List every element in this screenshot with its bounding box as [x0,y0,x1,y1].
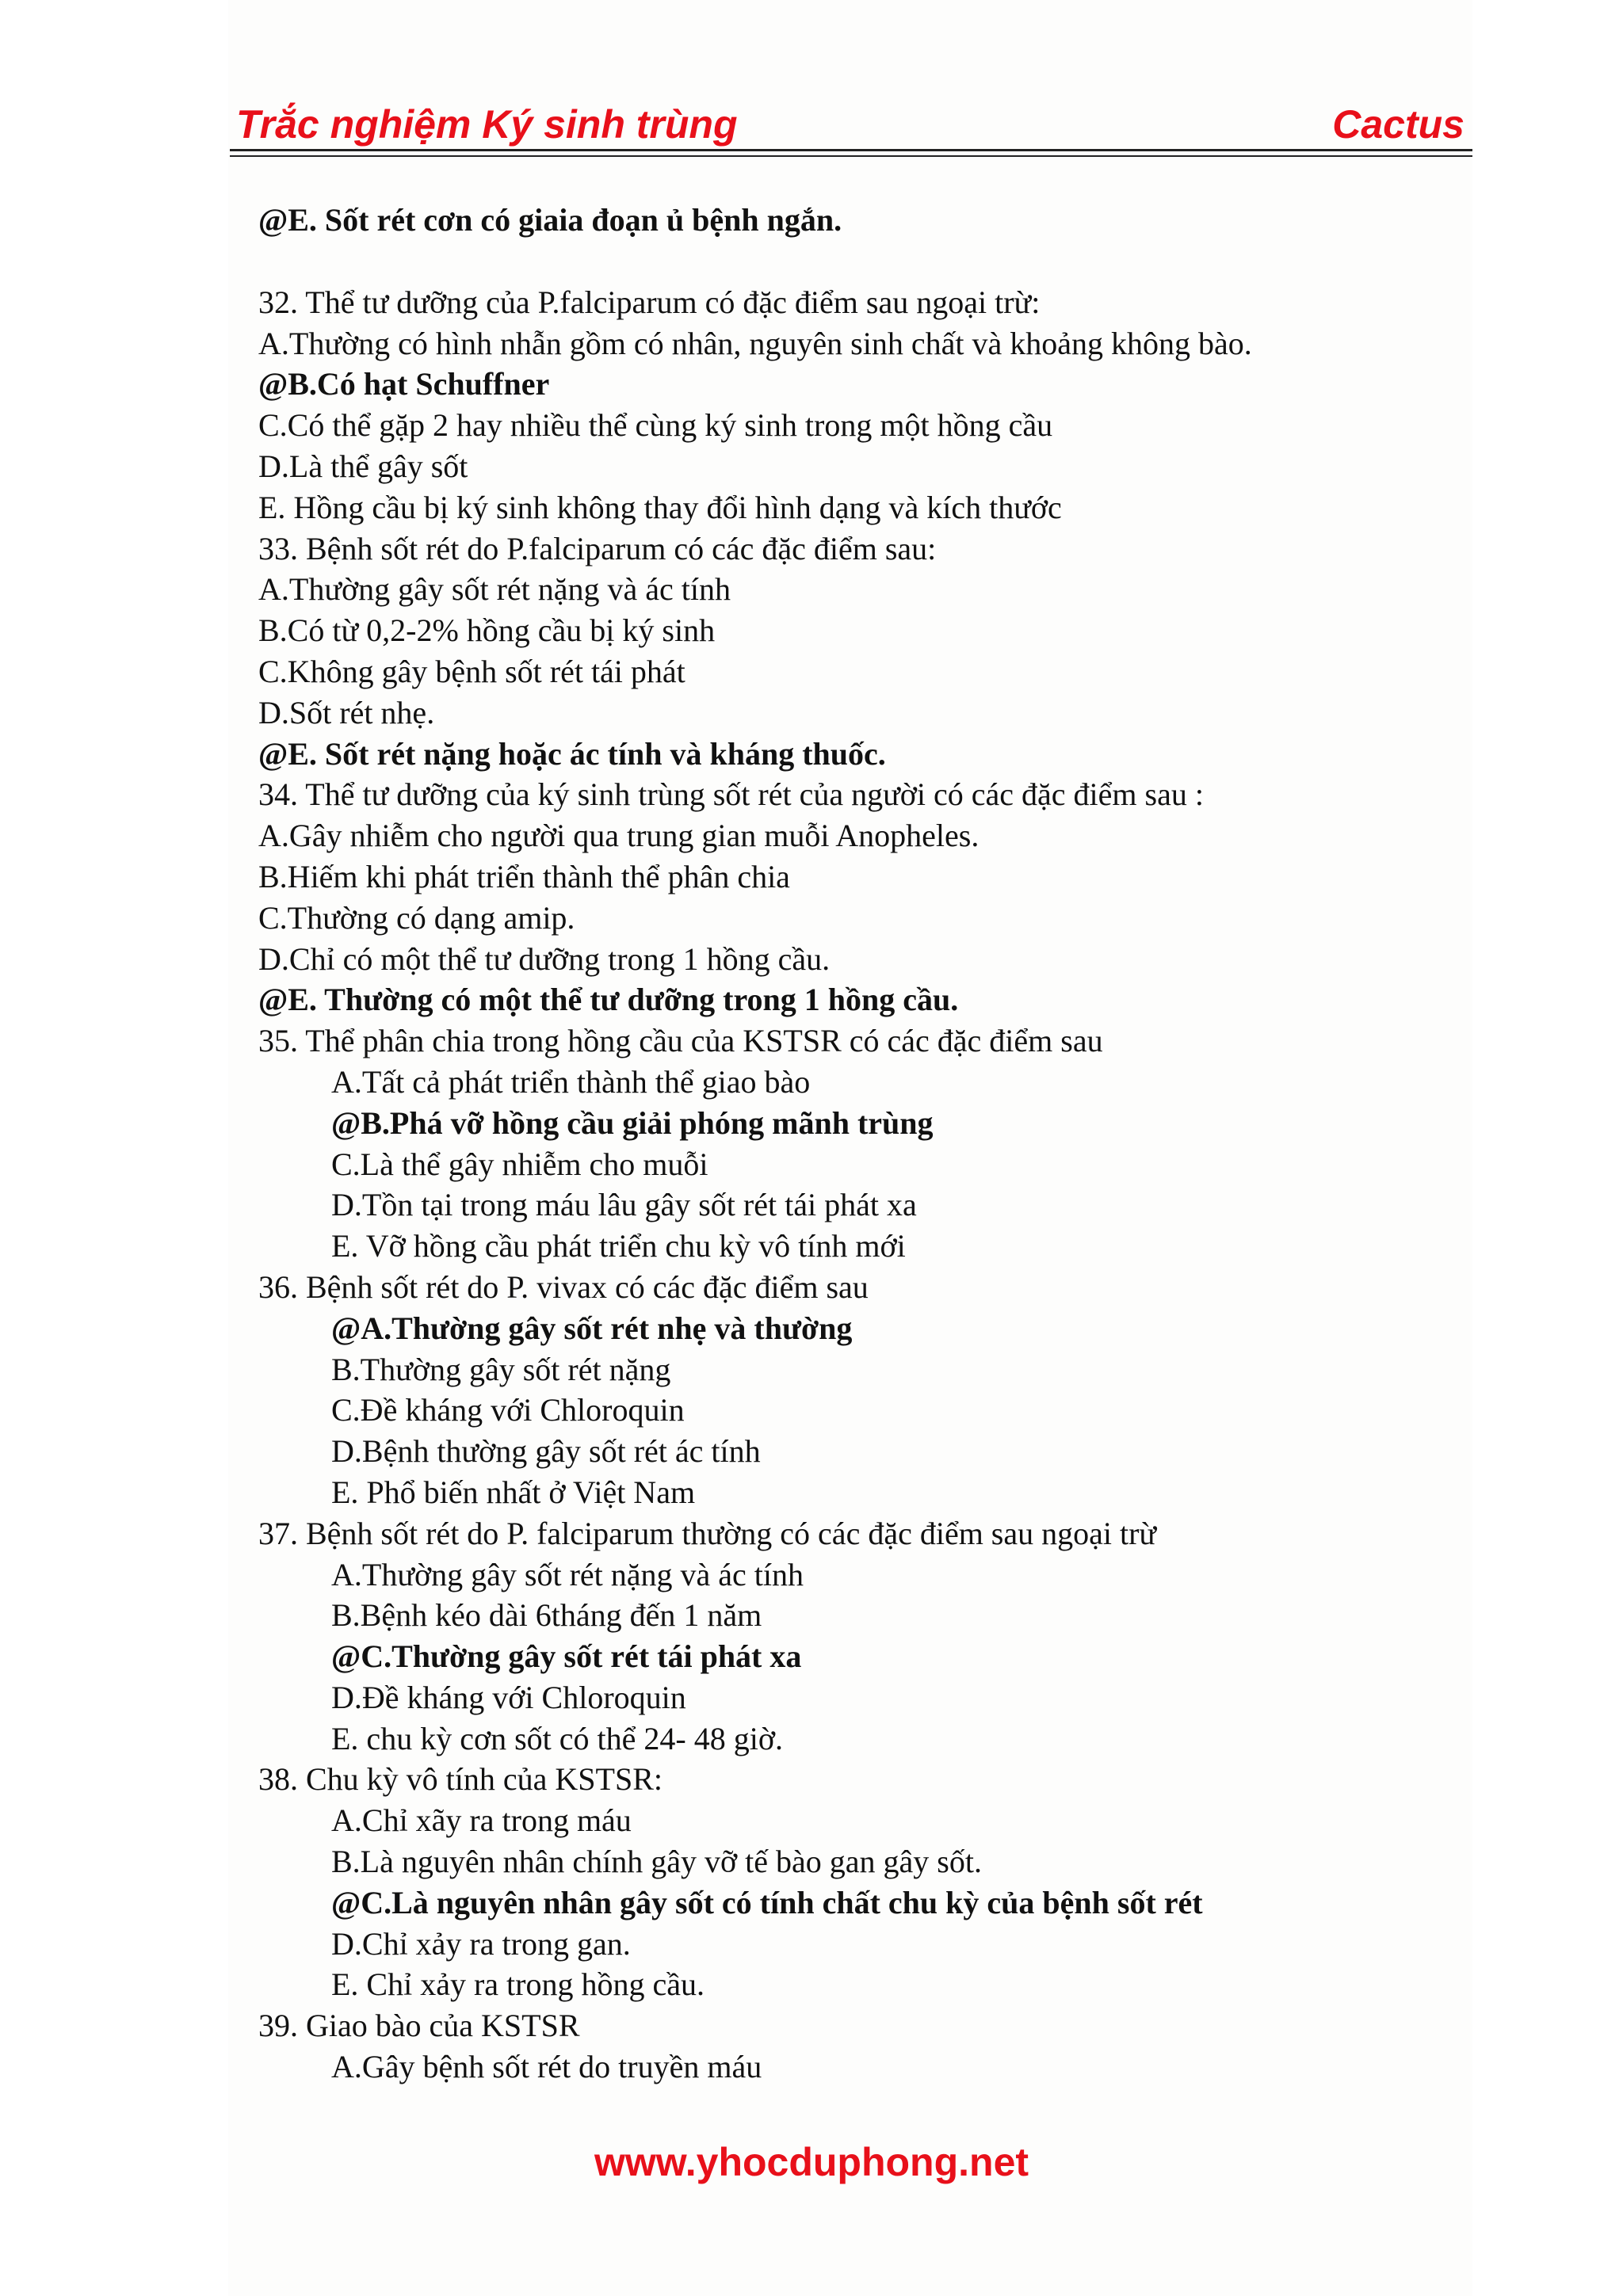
question-line: A.Gây nhiễm cho người qua trung gian muỗi Anopheles. [258,818,980,854]
footer-url: www.yhocduphong.net [594,2140,1029,2184]
question-line: A.Thường gây sốt rét nặng và ác tính [258,571,731,608]
question-line: B.Là nguyên nhân chính gây vỡ tế bào gan gây sốt. [331,1844,982,1880]
question-line: B.Hiếm khi phát triển thành thể phân chia [258,858,790,894]
page-header [230,95,1472,160]
answer-line: @B.Có hạt Schuffner [258,366,550,402]
question-line: D.Tồn tại trong máu lâu gây sốt rét tái phát xa [331,1187,917,1223]
answer-line: @E. Sốt rét cơn có giaia đoạn ủ bệnh ngắn. [258,202,842,238]
question-line: E. Phổ biến nhất ở Việt Nam [331,1474,696,1510]
question-line: D.Sốt rét nhẹ. [258,694,435,730]
question-line: C.Đề kháng với Chloroquin [331,1392,685,1428]
question-line: B.Có từ 0,2-2% hồng cầu bị ký sinh [258,612,716,649]
question-line: E. Vỡ hồng cầu phát triển chu kỳ vô tính mới [331,1228,906,1264]
header-rule-thin [230,155,1472,157]
question-line: C.Là thể gây nhiễm cho muỗi [331,1146,708,1182]
question-line: 36. Bệnh sốt rét do P. vivax có các đặc điểm sau [258,1268,869,1305]
question-line: E. chu kỳ cơn sốt có thể 24- 48 giờ. [331,1720,783,1756]
question-line: A.Thường gây sốt rét nặng và ác tính [331,1556,804,1592]
answer-line: @C.Thường gây sốt rét tái phát xa [331,1638,802,1675]
question-line: D.Đề kháng với Chloroquin [331,1679,686,1715]
question-line: E. Chỉ xảy ra trong hồng cầu. [331,1966,705,2003]
header-title: Trắc nghiệm Ký sinh trùng [236,102,738,147]
question-line: 32. Thể tư dưỡng của P.falciparum có đặc điểm sau ngoại trừ: [258,284,1041,320]
header-brand: Cactus [1332,102,1465,147]
question-line: D.Bệnh thường gây sốt rét ác tính [331,1433,761,1470]
answer-line: @E. Thường có một thể tư dưỡng trong 1 hồng cầu. [258,982,959,1018]
question-line: A.Thường có hình nhẫn gồm có nhân, nguyên sinh chất và khoảng không bào. [258,325,1252,361]
question-line: A.Gây bệnh sốt rét do truyền máu [331,2049,762,2085]
answer-line: @C.Là nguyên nhân gây sốt có tính chất chu kỳ của bệnh sốt rét [331,1884,1203,1920]
question-line: 33. Bệnh sốt rét do P.falciparum có các đặc điểm sau: [258,530,937,566]
document-body [258,200,1463,2088]
question-line: 38. Chu kỳ vô tính của KSTSR: [258,1761,663,1798]
question-line: D.Chỉ có một thể tư dưỡng trong 1 hồng cầu. [258,940,831,977]
question-line: C.Không gây bệnh sốt rét tái phát [258,653,685,689]
question-line: C.Có thể gặp 2 hay nhiều thể cùng ký sinh trong một hồng cầu [258,407,1053,444]
question-line: 34. Thể tư dưỡng của ký sinh trùng sốt rét của người có các đặc điểm sau : [258,776,1204,813]
answer-line: @B.Phá vỡ hồng cầu giải phóng mãnh trùng [331,1104,934,1141]
question-line: A.Chỉ xãy ra trong máu [331,1802,632,1839]
question-line: C.Thường có dạng amip. [258,899,575,936]
question-line: 35. Thể phân chia trong hồng cầu của KSTSR có các đặc điểm sau [258,1023,1103,1059]
answer-line: @A.Thường gây sốt rét nhẹ và thường [331,1310,853,1346]
question-line: A.Tất cả phát triển thành thể giao bào [331,1063,811,1100]
question-line: D.Chỉ xảy ra trong gan. [331,1925,631,1962]
question-line: D.Là thể gây sốt [258,448,468,484]
question-line: B.Thường gây sốt rét nặng [331,1351,671,1387]
answer-line: @E. Sốt rét nặng hoặc ác tính và kháng thuốc. [258,735,886,772]
question-line: 39. Giao bào của KSTSR [258,2008,580,2044]
header-rule-thick [230,149,1472,151]
question-line: 37. Bệnh sốt rét do P. falciparum thường có các đặc điểm sau ngoại trừ [258,1515,1157,1551]
question-line: B.Bệnh kéo dài 6tháng đến 1 năm [331,1597,762,1634]
question-line: E. Hồng cầu bị ký sinh không thay đổi hình dạng và kích thước [258,489,1062,525]
